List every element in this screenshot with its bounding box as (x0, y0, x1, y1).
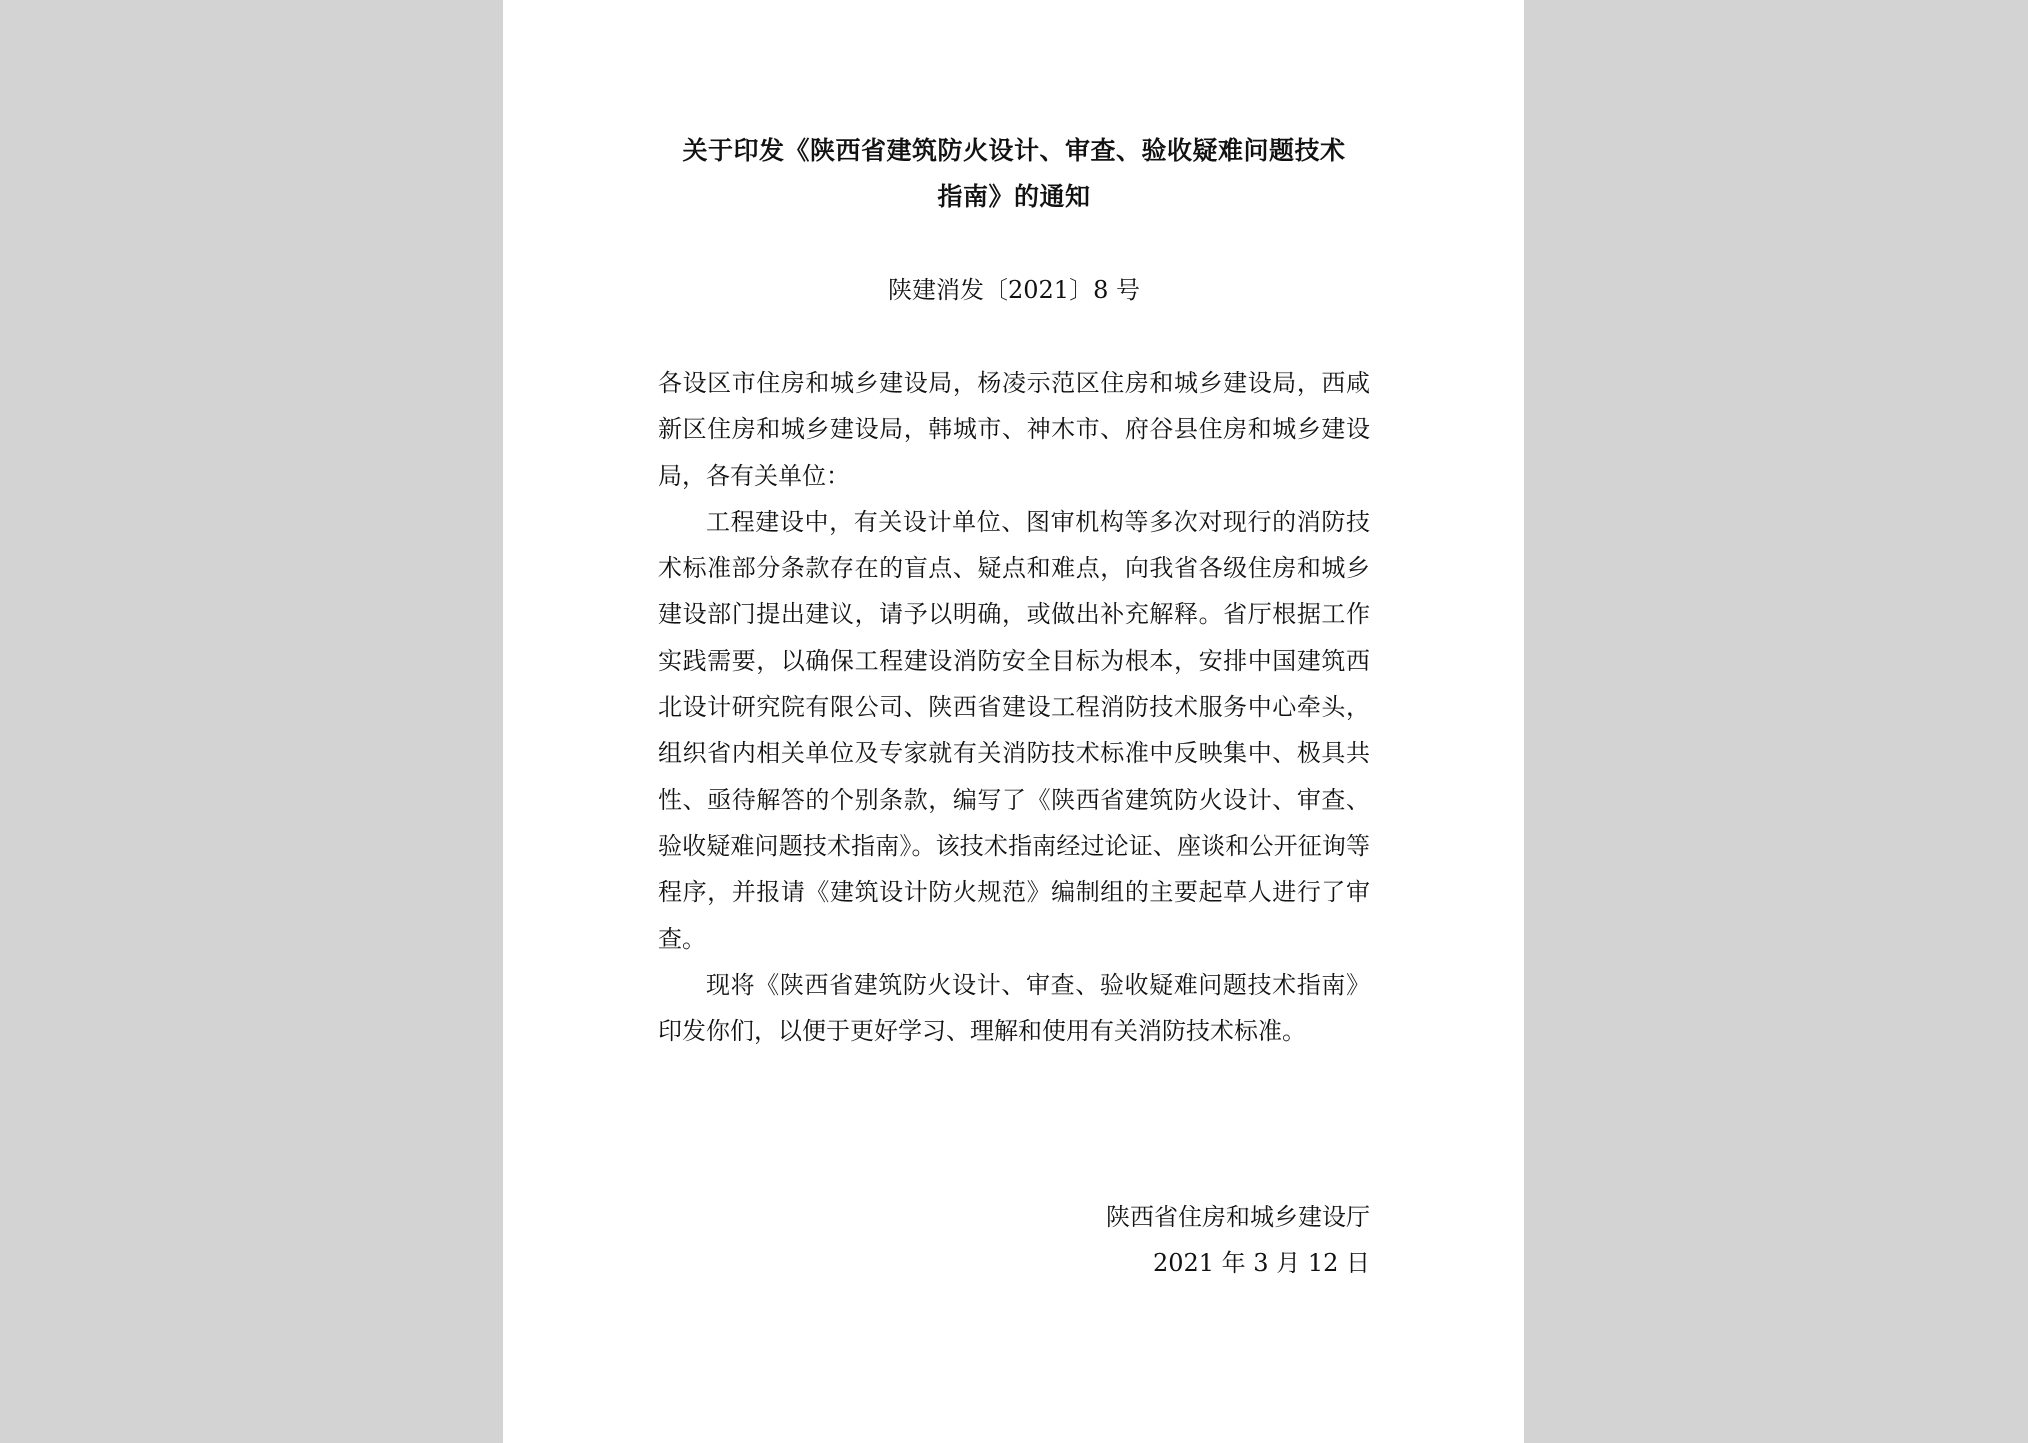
body-paragraph-2: 现将《陕西省建筑防火设计、审查、验收疑难问题技术指南》印发你们，以便于更好学习、理解和使用有关消防技术标准。 (658, 970, 1370, 1046)
signature-block (658, 1194, 1370, 1286)
body-paragraph-1: 工程建设中，有关设计单位、图审机构等多次对现行的消防技术标准部分条款存在的盲点、疑点和难点，向我省各级住房和城乡建设部门提出建议，请予以明确，或做出补充解释。省厅根据工作实践需要，以确保工程建设消防安全目标为根本，安排中国建筑西北设计研究院有限公司、陕西省建设工程消防技术服务中心牵头，组织省内相关单位及专家就有关消防技术标准中反映集中、极具共性、亟待解答的个别条款，编写了《陕西省建筑防火设计、审查、验收疑难问题技术指南》。该技术指南经过论证、座谈和公开征询等程序，并报请《建筑设计防火规范》编制组的主要起草人进行了审查。 (658, 507, 1370, 953)
issue-date: 2021 年 3 月 12 日 (1152, 1249, 1370, 1277)
title-line-1: 关于印发《陕西省建筑防火设计、审查、验收疑难问题技术 (682, 136, 1346, 165)
recipients-paragraph: 各设区市住房和城乡建设局，杨凌示范区住房和城乡建设局，西咸新区住房和城乡建设局，韩城市、神木市、府谷县住房和城乡建设局，各有关单位： (658, 369, 1370, 490)
issuer-name: 陕西省住房和城乡建设厅 (1106, 1203, 1370, 1231)
document-body (658, 360, 1370, 1054)
document-number: 陕建消发〔2021〕8 号 (888, 276, 1140, 304)
title-line-2: 指南》的通知 (937, 182, 1091, 211)
document-title (658, 128, 1370, 220)
document-page (503, 0, 1524, 1443)
